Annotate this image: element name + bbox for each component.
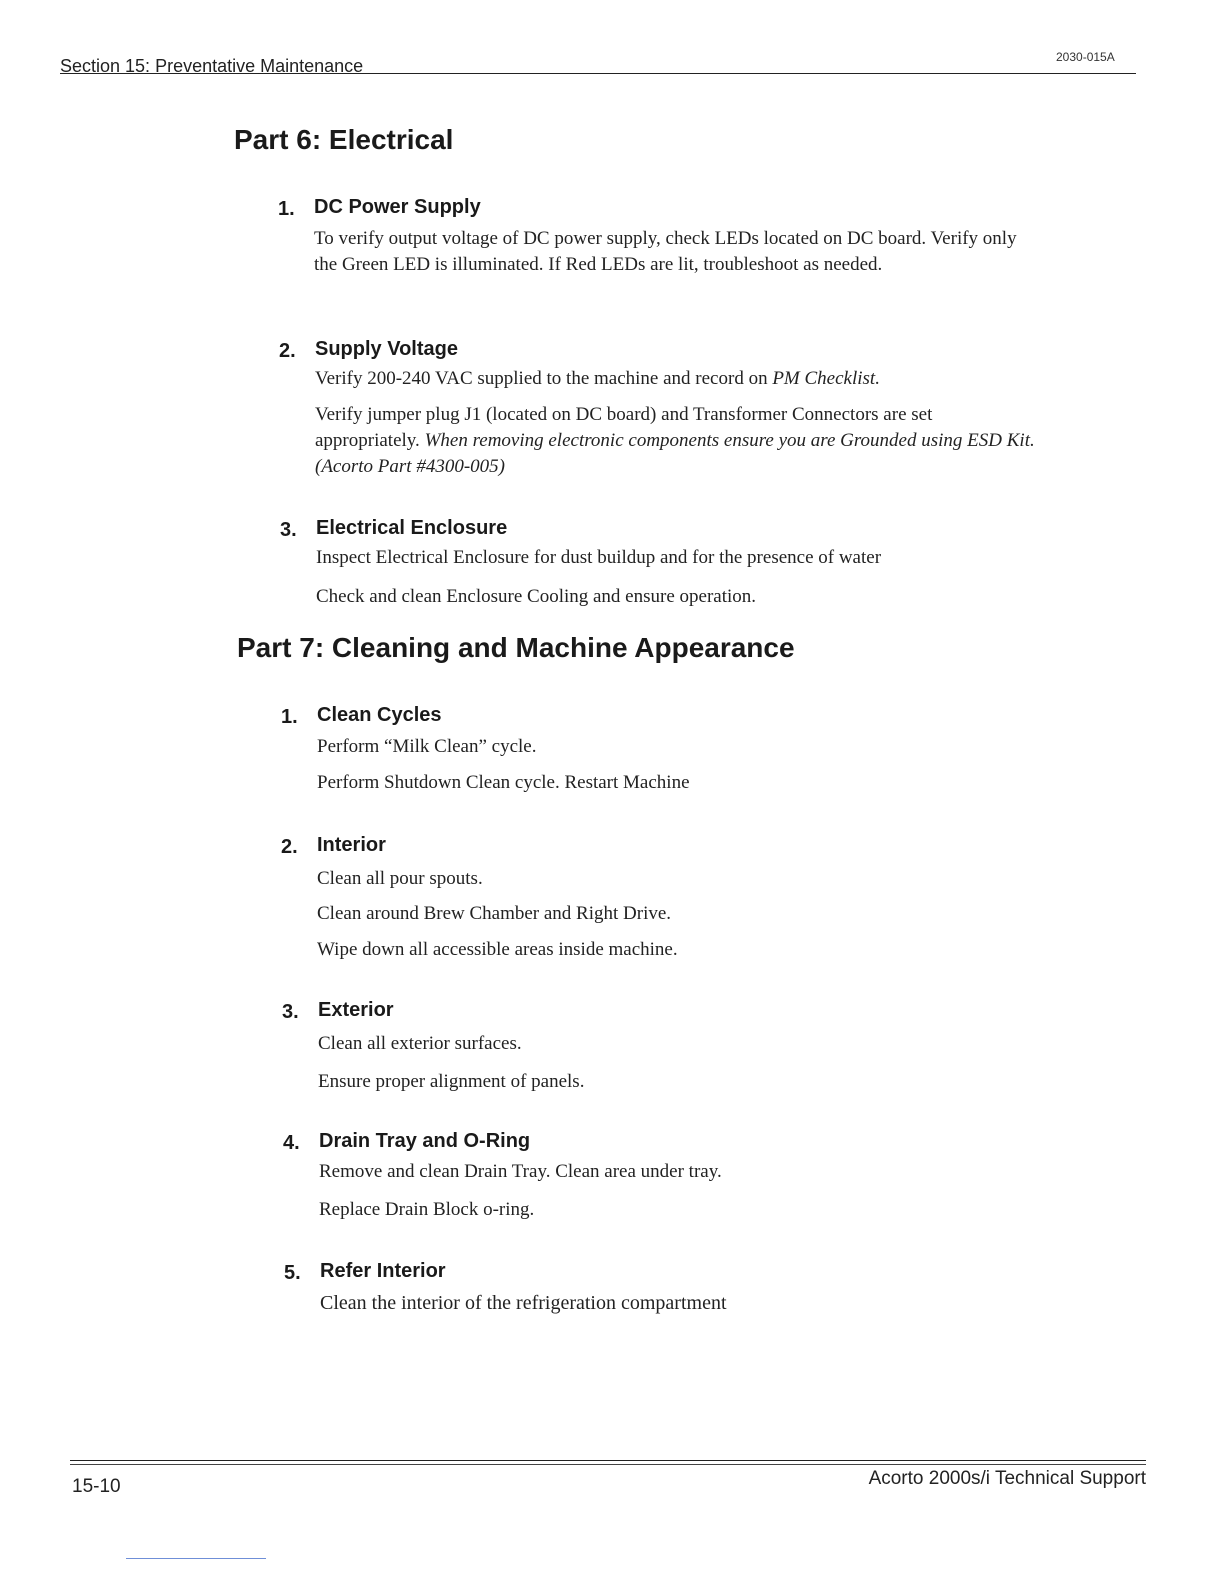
part6-title: Part 6: Electrical — [234, 124, 454, 155]
part7-item4-number: 4. — [283, 1132, 300, 1154]
part7-item5-number: 5. — [284, 1262, 301, 1284]
part7-item2-number: 2. — [281, 836, 298, 858]
part6-item1-title: DC Power Supply — [314, 196, 481, 218]
bottom-blue-line — [126, 1558, 266, 1559]
part6-item3-paragraph1: Inspect Electrical Enclosure for dust buildup and for the presence of water — [316, 547, 882, 568]
part7-item1-title: Clean Cycles — [317, 704, 442, 726]
part7-item4-paragraph2: Replace Drain Block o-ring. — [319, 1199, 535, 1220]
part6-item1-number: 1. — [278, 198, 295, 220]
header-rule — [60, 73, 1136, 74]
page-number: 15-10 — [72, 1476, 121, 1497]
part7-item1-paragraph2: Perform Shutdown Clean cycle. Restart Machine — [317, 772, 690, 793]
part6-item2-title: Supply Voltage — [315, 338, 458, 360]
footer-rule-secondary — [70, 1464, 1146, 1465]
part7-item2-paragraph2: Clean around Brew Chamber and Right Drive. — [317, 903, 672, 924]
part6-item3-paragraph2: Check and clean Enclosure Cooling and ensure operation. — [316, 586, 757, 607]
part7-item5-title: Refer Interior — [320, 1260, 446, 1282]
part6-item2-number: 2. — [279, 340, 296, 362]
part7-item2-title: Interior — [317, 834, 386, 856]
section-header: Section 15: Preventative Maintenance — [60, 56, 364, 76]
part7-item4-paragraph1: Remove and clean Drain Tray. Clean area under tray. — [319, 1161, 722, 1182]
part7-item1-paragraph1: Perform “Milk Clean” cycle. — [317, 736, 537, 757]
part7-title: Part 7: Cleaning and Machine Appearance — [237, 632, 795, 663]
part7-item2-paragraph3: Wipe down all accessible areas inside machine. — [317, 939, 678, 960]
footer-rule — [70, 1460, 1146, 1461]
part7-item3-paragraph2: Ensure proper alignment of panels. — [318, 1071, 585, 1092]
part7-item5-paragraph1: Clean the interior of the refrigeration compartment — [320, 1292, 727, 1314]
part7-item3-number: 3. — [282, 1001, 299, 1023]
part6-item3-number: 3. — [280, 519, 297, 541]
part7-item1-number: 1. — [281, 706, 298, 728]
part6-item1-paragraph: To verify output voltage of DC power supply, check LEDs located on DC board. Verify only the Green LED is illuminated. If Red LEDs are lit, troubleshoot as needed. — [314, 228, 1017, 275]
part7-item3-title: Exterior — [318, 999, 394, 1021]
document-code: 2030-015A — [1056, 50, 1115, 64]
part6-item3-title: Electrical Enclosure — [316, 517, 508, 539]
footer-title: Acorto 2000s/i Technical Support — [868, 1468, 1146, 1489]
part7-item3-paragraph1: Clean all exterior surfaces. — [318, 1033, 522, 1054]
part7-item2-paragraph1: Clean all pour spouts. — [317, 868, 483, 889]
part6-item2-paragraph1: Verify 200-240 VAC supplied to the machine and record on PM Checklist. — [315, 368, 880, 389]
part6-item2-paragraph2: Verify jumper plug J1 (located on DC board) and Transformer Connectors are set appropriately. When removing electronic components ensure you are Grounded using ESD Kit. (Acorto Part #4300-005) — [315, 404, 1035, 477]
part7-item4-title: Drain Tray and O-Ring — [319, 1130, 531, 1152]
